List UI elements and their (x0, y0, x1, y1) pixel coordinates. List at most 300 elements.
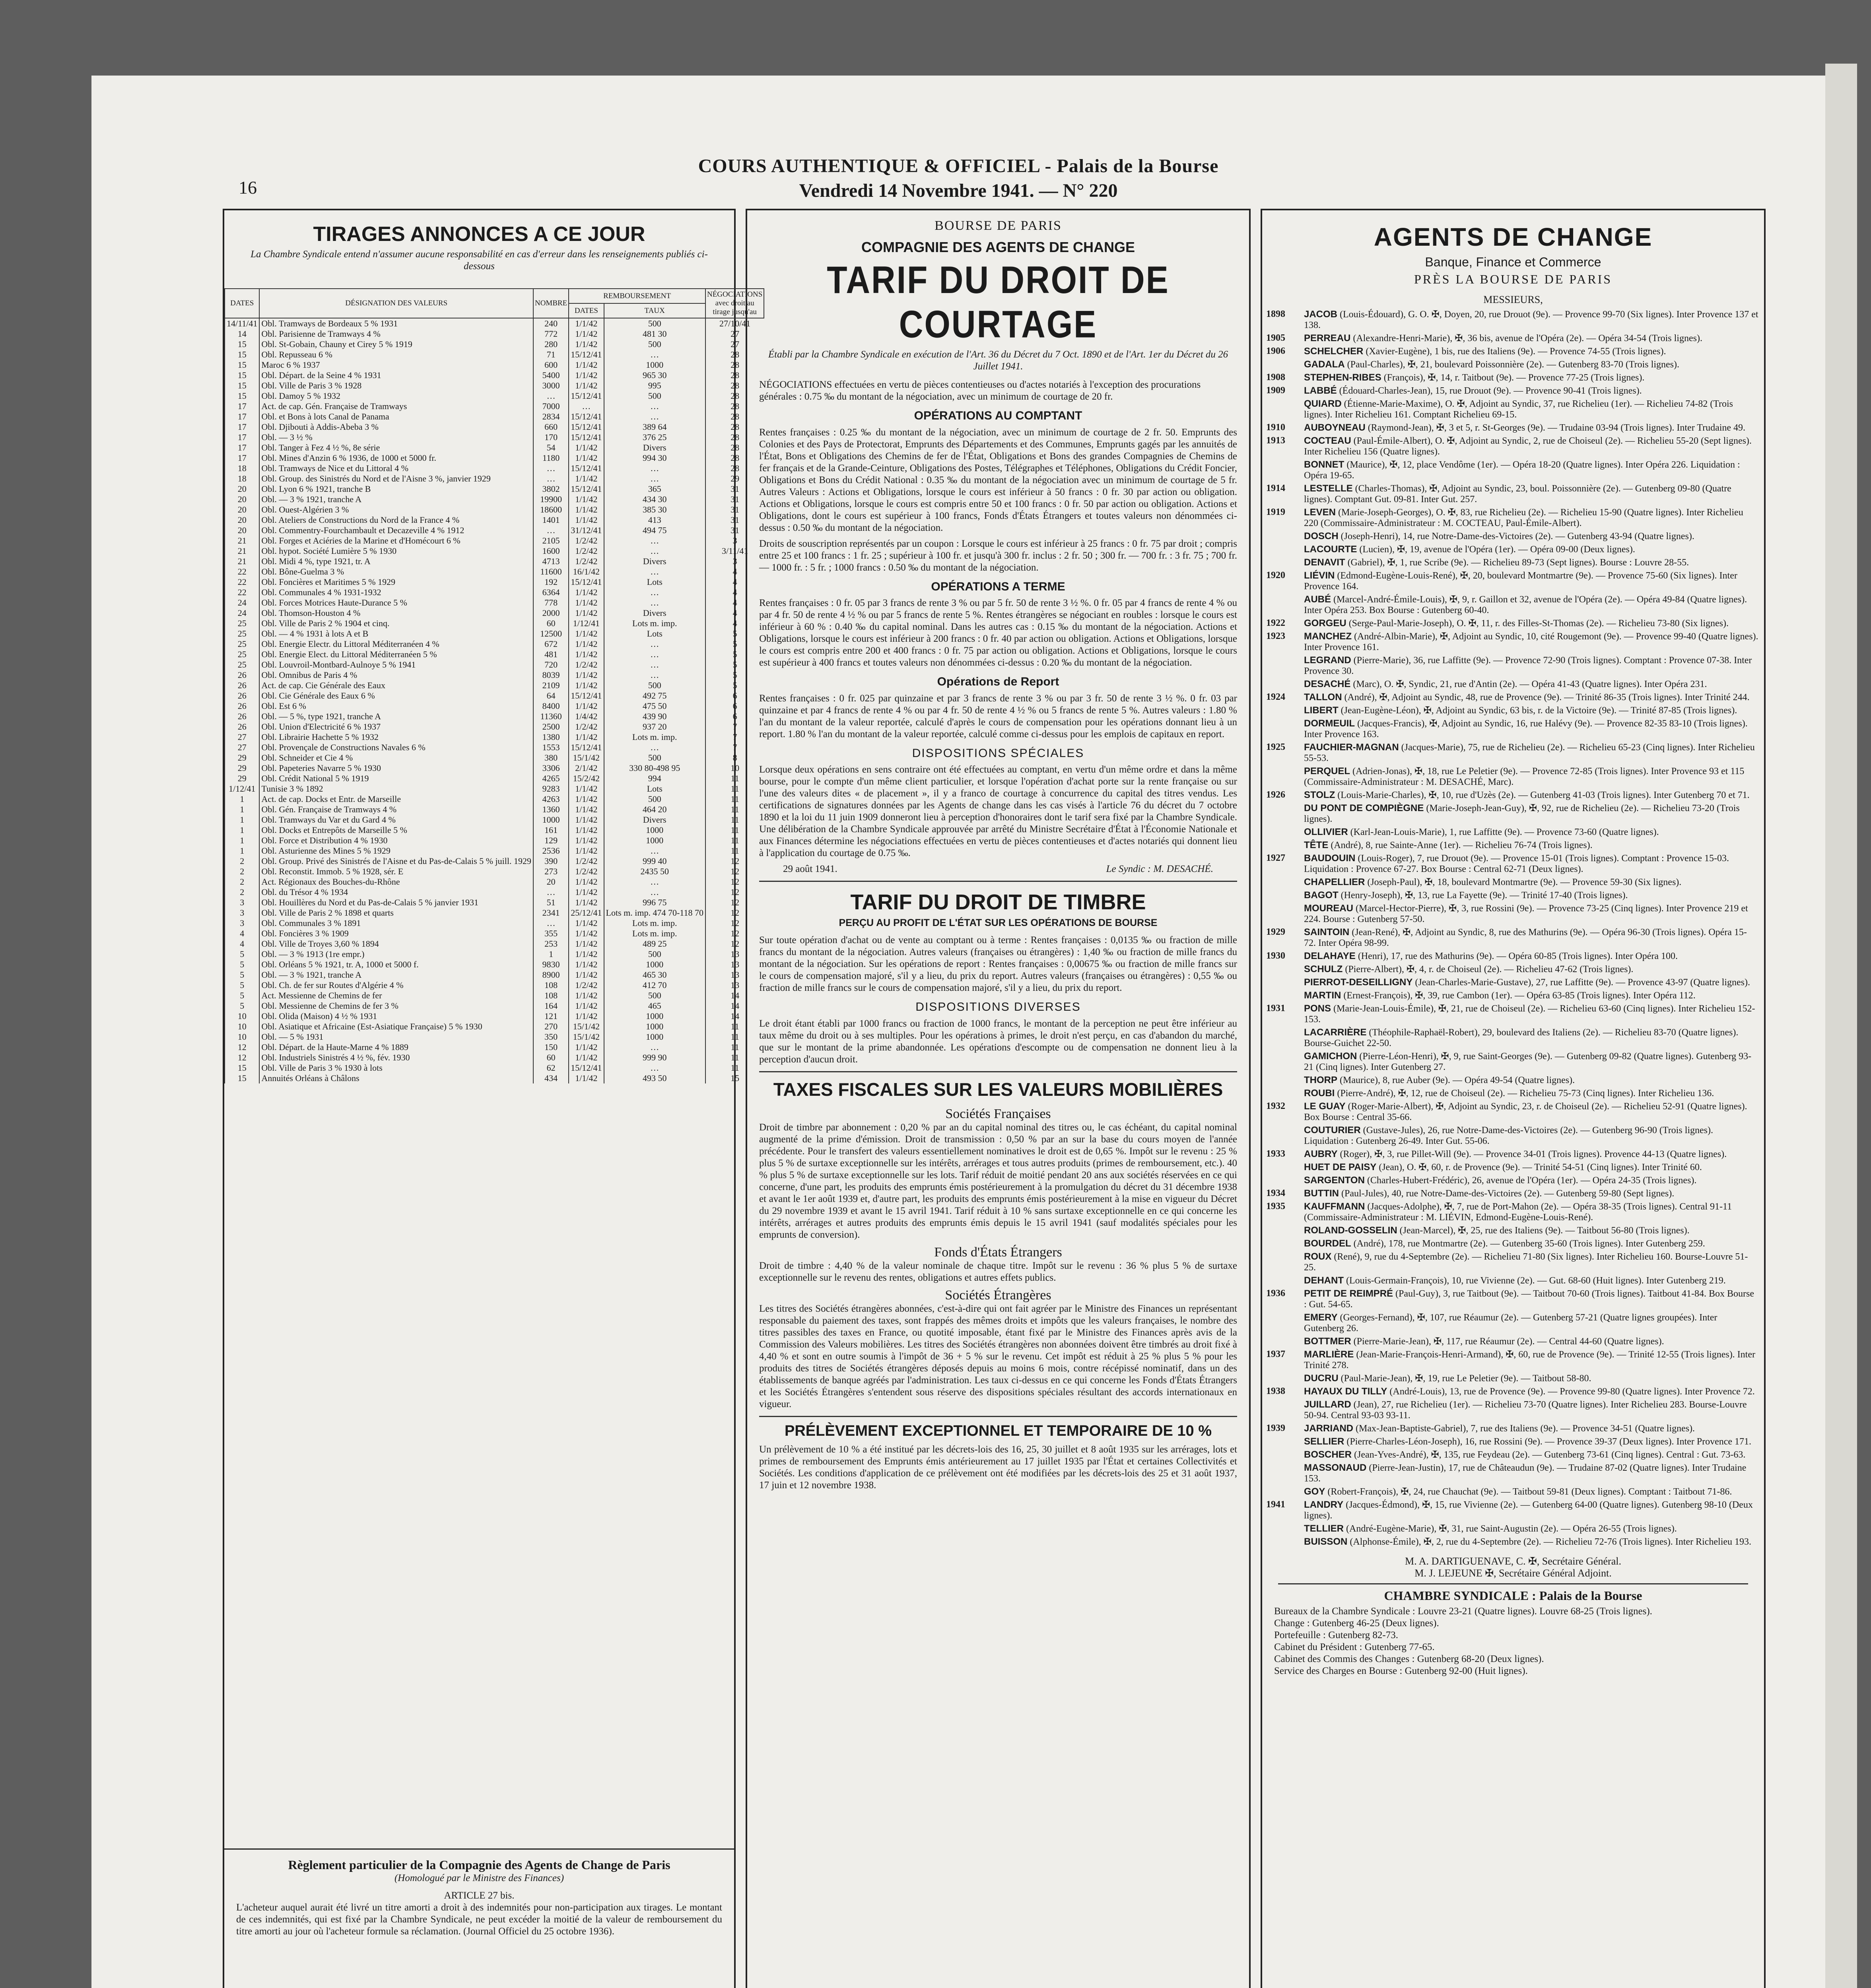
table-row (225, 825, 764, 835)
chambre-line: Cabinet du Président : Gutenberg 77-65. (1274, 1642, 1435, 1652)
table-row (225, 598, 764, 608)
table-cell: 64 (533, 691, 569, 701)
table-cell: 31 (705, 505, 764, 515)
table-cell: 5 (705, 680, 764, 691)
table-cell: Obl. Reconstit. Immob. 5 % 1928, sér. E (259, 866, 533, 877)
agent-name: HAYAUX DU TILLY (1304, 1386, 1387, 1397)
agent-name: AUBRY (1304, 1149, 1338, 1159)
agent-details: (Marc), O. ✠, Syndic, 21, rue d'Antin (2e). — Opéra 41-43 (Quatre lignes). Inter Opéra 231. (1350, 679, 1707, 689)
table-cell: 4 (705, 587, 764, 598)
agent-details: (Pierre-Marie), 36, rue Laffitte (9e). — Provence 72-90 (Trois lignes). Comptant : Provence 07-38. Inter Provence 30. (1304, 655, 1752, 676)
table-cell: Obl. Mines d'Anzin 6 % 1936, de 1000 et 5000 fr. (259, 453, 533, 463)
table-cell: 16/1/42 (569, 567, 604, 577)
agent-entry (1262, 398, 1764, 420)
agent-entry (1262, 507, 1764, 529)
table-cell: 500 (604, 318, 705, 329)
chambre-line: Service des Charges en Bourse : Gutenberg 92-00 (Huit lignes). (1274, 1666, 1528, 1676)
comptant-text: Rentes françaises : 0.25 ‰ du montant de la négociation, avec un minimum de courtage de 2 fr. 50. Emprunts des Colonies et des Pays de Protectorat, Emprunts des Départements et des Communes, Emprunts gagés par les annuités de l'État, Bons et Obligations des Chemins de fer de l'État, Obligations et Bons des grandes Compagnies de Chemins de fer français et de la Grande-Ceinture, Obligations des Postes, Télégraphes et Téléphones, Obligations du Crédit Foncier, Obligations et Bons du Crédit National : 0.35 ‰ du montant de la négociation avec un minimum de courtage de 5 fr. Autres Valeurs : Actions et Obligations, lorsque le cours est inférieur à 50 francs : 0 fr. 30 par action ou obligation. Actions et Obligations, lorsque le cours est compris entre 50 et 100 francs : 0 fr. 50 par action ou obligation. Actions et Obligations, dont le cours est supérieur à 100 francs, Fonds d'États Étrangers et toutes valeurs non dénommées ci-dessus : 0.50 ‰ du montant de la négociation. (759, 427, 1237, 533)
agent-details: (Maurice), ✠, 12, place Vendôme (1er). — Opéra 18-20 (Quatre lignes). Inter Opéra 226. Liquidation : Opéra 19-65. (1304, 460, 1740, 481)
timbre-disp-title: DISPOSITIONS DIVERSES (915, 1000, 1081, 1013)
table-cell: … (569, 401, 604, 412)
table-cell: 31 (705, 484, 764, 494)
table-cell: 999 40 (604, 856, 705, 866)
agent-details: (Jean-René), ✠, Adjoint au Syndic, 8, rue des Mathurins (9e). — Opéra 96-30 (Trois lignes). Opéra 15-72. Inter Opéra 98-99. (1304, 927, 1747, 948)
table-cell: 500 (604, 680, 705, 691)
col-negociations: NÉGOCIATIONS avec droit au tirage jusqu'au (705, 289, 764, 318)
agent-name: DOSCH (1304, 531, 1339, 542)
agent-name: JACOB (1304, 309, 1338, 320)
societes-etrangeres-text: Les titres des Sociétés étrangères abonnées, c'est-à-dire qui ont fait agréer par le Ministre des Finances un représentant responsable du paiement des taxes, sont frappés des mêmes droits et impôts que les valeurs françaises, le nombre des titres passibles des taxes en France, ou quotité imposable, étant fixé par le Ministre des Finances après avis de la Commission des Valeurs mobilières. Les titres des Sociétés étrangères non abonnées doivent être timbrés au droit fixé à 4,40 % et sont en outre soumis à l'impôt de 36 + 5 % sur le revenu. Cet impôt est réduit à 25 % plus 5 % pour les produits des titres de Sociétés étrangères déposés depuis au moins 6 mois, contre récépissé nominatif, dans un des établissements de banque agréés par l'administration. Les taux ci-dessus en ce qui concerne les Fonds d'États Étrangers et les Sociétés Étrangères s'entendent sous réserve des dispositions spéciales résultant des accords internationaux en vigueur. (759, 1303, 1237, 1409)
table-row (225, 629, 764, 639)
table-cell: 253 (533, 939, 569, 949)
table-cell: 355 (533, 928, 569, 939)
agent-year (1262, 903, 1304, 925)
table-cell: 1/1/42 (569, 784, 604, 794)
agent-entry (1262, 346, 1764, 357)
table-cell: 1180 (533, 453, 569, 463)
table-cell: 7000 (533, 401, 569, 412)
table-cell: 27/10/41 (705, 318, 764, 329)
agent-details: (André), 8, rue Sainte-Anne (1er). — Richelieu 76-74 (Trois lignes). (1328, 840, 1593, 850)
table-cell: 1/1/42 (569, 887, 604, 897)
agent-name: BOSCHER (1304, 1449, 1352, 1460)
agent-entry (1262, 1288, 1764, 1310)
agents-messieurs: MESSIEURS, (1483, 294, 1543, 305)
table-cell: 6 (705, 711, 764, 722)
table-cell: Obl. Ville de Troyes 3,60 % 1894 (259, 939, 533, 949)
table-cell: … (604, 639, 705, 649)
table-cell: 1/1/42 (569, 598, 604, 608)
table-row (225, 349, 764, 360)
table-cell: … (604, 649, 705, 660)
agent-name: STOLZ (1304, 790, 1335, 800)
table-cell: 26 (225, 701, 259, 711)
table-row (225, 484, 764, 494)
table-cell: 481 (533, 649, 569, 660)
agent-entry (1262, 1201, 1764, 1223)
agent-details: (Théophile-Raphaël-Robert), 29, boulevard des Italiens (2e). — Richelieu 83-70 (Quatre lignes). Bourse-Guichet 22-50. (1304, 1027, 1739, 1048)
table-cell: 500 (604, 339, 705, 349)
table-cell: 11 (705, 794, 764, 804)
table-cell: 5 (705, 629, 764, 639)
table-cell: 25 (225, 649, 259, 660)
table-row (225, 463, 764, 474)
table-row (225, 577, 764, 587)
table-cell: 3 (705, 556, 764, 567)
agent-details: (André-Albin-Marie), ✠, Adjoint au Syndic, 10, cité Rougemont (9e). — Provence 99-40 (Quatre lignes). Inter Provence 161. (1304, 631, 1758, 652)
agent-details: (Joseph-Henri), 14, rue Notre-Dame-des-Victoires (2e). — Gutenberg 43-94 (Quatre lignes). (1338, 531, 1694, 542)
table-cell: 5 (705, 639, 764, 649)
table-cell: 14 (705, 1001, 764, 1011)
agent-details: (Jacques-Marie), 75, rue de Richelieu (2e). — Richelieu 65-23 (Cinq lignes). Inter Richelieu 55-53. (1304, 742, 1755, 763)
agent-entry (1262, 422, 1764, 433)
agent-entry (1262, 1373, 1764, 1384)
agent-details: (Étienne-Marie-Maxime), O. ✠, Adjoint au Syndic, 37, rue Richelieu (1er). — Richelieu 74-82 (Trois lignes). Inter Richelieu 161. Comptant Richelieu 69-15. (1304, 399, 1733, 420)
agent-year (1262, 1275, 1304, 1286)
table-cell: 380 (533, 753, 569, 763)
tirages-rows (225, 318, 764, 1083)
table-cell: 1/1/42 (569, 732, 604, 742)
chambre-title: CHAMBRE SYNDICALE : Palais de la Bourse (1384, 1588, 1642, 1603)
table-cell: Annuités Orléans à Châlons (259, 1073, 533, 1083)
agent-details: (Pierre-Jean-Justin), 17, rue de Châteaudun (9e). — Trudaine 87-02 (Quatre lignes). Inter Trudaine 153. (1304, 1463, 1747, 1484)
agent-entry (1262, 359, 1764, 370)
table-cell: 26 (225, 680, 259, 691)
table-cell: 434 30 (604, 494, 705, 505)
fonds-etrangers-title: Fonds d'États Étrangers (934, 1244, 1062, 1260)
agent-entry (1262, 1088, 1764, 1099)
agent-name: LACOURTE (1304, 544, 1357, 555)
agent-name: DENAVIT (1304, 557, 1345, 568)
table-cell: 2 (225, 866, 259, 877)
societes-francaises-text: Droit de timbre par abonnement : 0,20 % par an du capital nominal des titres ou, le cas échéant, du capital nominal augmenté de la prime d'émission. Droit de transmission : 0,50 % par an sur la base du cours moyen de l'année précédente. Pour le transfert des valeurs essentiellement nominatives le droit est de 0,65 %. Impôt sur le revenu : 25 % plus 5 % de surtaxe exceptionnelle sur les intérêts, arrérages et tous autres produits (primes de remboursement, etc.). 40 % plus 5 % de surtaxe exceptionnelle sur les lots. Tarif réduit de moitié pendant 20 ans aux sociétés réservées en ce qui concerne, d'une part, les produits des emprunts émis postérieurement à la promulgation du décret du 31 décembre 1938 et avant le 1er août 1939 et, d'autre part, les produits des emprunts émis postérieurement à la mise en vigueur du Décret du 29 novembre 1939 et avant le 15 avril 1941. Tarif réduit à 10 % sans surtaxe exceptionnelle en ce qui concerne les intérêts, arrérages et autres produits des emprunts émis depuis le 15 avril 1941 (sauf modalités spéciales pour les emprunts de conversion). (759, 1122, 1237, 1240)
table-cell: … (604, 401, 705, 412)
table-cell: 1/2/42 (569, 866, 604, 877)
table-cell: 108 (533, 980, 569, 990)
table-cell: Lots m. imp. (604, 732, 705, 742)
agent-year (1262, 1449, 1304, 1460)
agent-year (1262, 718, 1304, 740)
table-cell: Obl. Force et Distribution 4 % 1930 (259, 835, 533, 846)
agent-details: (Ernest-François), ✠, 39, rue Cambon (1er). — Opéra 63-85 (Trois lignes). Inter Opéra 112. (1341, 990, 1696, 1001)
table-cell: 11360 (533, 711, 569, 722)
table-cell: 2435 50 (604, 866, 705, 877)
table-cell: 996 75 (604, 897, 705, 908)
table-cell: … (604, 546, 705, 556)
table-cell: 434 (533, 1073, 569, 1083)
table-cell: 660 (533, 422, 569, 432)
table-cell: 28 (705, 422, 764, 432)
agent-entry (1262, 1275, 1764, 1286)
agent-year: 1920 (1266, 570, 1285, 580)
agent-year (1262, 531, 1304, 542)
table-cell: Obl. Forges et Aciéries de la Marine et d'Homécourt 6 % (259, 536, 533, 546)
table-cell: Obl. Damoy 5 % 1932 (259, 391, 533, 401)
agent-year (1262, 977, 1304, 988)
table-cell: 12500 (533, 629, 569, 639)
table-cell: 6 (705, 691, 764, 701)
table-cell: Lots (604, 629, 705, 639)
table-cell: 4 (705, 598, 764, 608)
table-cell: 11 (705, 804, 764, 815)
table-cell: … (604, 887, 705, 897)
table-row (225, 474, 764, 484)
chambre-line: Portefeuille : Gutenberg 82-73. (1274, 1630, 1398, 1640)
agent-details: (Charles-Thomas), ✠, Adjoint au Syndic, 23, boul. Poissonnière (2e). — Gutenberg 09-80 (Quatre lignes). Comptant Gut. 09-81. Inter Gut. 257. (1304, 483, 1731, 505)
agent-entry (1262, 531, 1764, 542)
col-remboursement: REMBOURSEMENT (569, 289, 705, 303)
agent-entry (1262, 1536, 1764, 1547)
agent-name: HUET DE PAISY (1304, 1162, 1377, 1173)
agent-name: JUILLARD (1304, 1399, 1351, 1410)
table-cell: 1 (225, 825, 259, 835)
agent-entry (1262, 1225, 1764, 1236)
table-cell: 1/1/42 (569, 608, 604, 618)
table-cell: 28 (705, 432, 764, 443)
table-cell: 8400 (533, 701, 569, 711)
table-cell: Divers (604, 815, 705, 825)
table-cell: 27 (705, 339, 764, 349)
table-cell: 15/12/41 (569, 349, 604, 360)
tirages-panel (223, 209, 763, 1988)
table-cell: 778 (533, 598, 569, 608)
table-cell: 2 (225, 887, 259, 897)
agent-name: GORGEU (1304, 618, 1346, 629)
table-cell: 15/12/41 (569, 422, 604, 432)
table-cell: 5 (225, 959, 259, 970)
table-cell: 4 (705, 567, 764, 577)
table-row (225, 732, 764, 742)
chambre-list (1262, 1603, 1764, 1679)
agent-name: SAINTOIN (1304, 927, 1350, 938)
agent-details: (Serge-Paul-Marie-Joseph), O. ✠, 11, r. des Filles-St-Thomas (2e). — Richelieu 73-80 (Six lignes). (1346, 618, 1729, 629)
table-cell: 385 30 (604, 505, 705, 515)
table-cell: Obl. Foncières et Maritimes 5 % 1929 (259, 577, 533, 587)
agent-year (1262, 803, 1304, 825)
agent-entry (1262, 951, 1764, 962)
agent-year: 1929 (1266, 927, 1285, 937)
timbre-text: Sur toute opération d'achat ou de vente au comptant ou à terme : Rentes françaises : 0,0135 ‰ ou fraction de mille francs du montant de la négociation. Autres valeurs (françaises ou étrangères) : 1,40 ‰ ou fraction de mille francs du montant de la négociation. Sur les opérations de report : Rentes françaises : 0,00675 ‰ ou fraction de mille francs sur le cours de compensation majoré, s'il y a lieu, du prix du report. Autres valeurs (françaises ou étrangères) : 0,55 ‰ ou fraction de mille francs sur le cours de compensation majoré, s'il y a lieu, du prix du report. (759, 935, 1237, 993)
table-row (225, 453, 764, 463)
agent-name: LESTELLE (1304, 483, 1353, 494)
table-cell: Obl. Crédit National 5 % 1919 (259, 773, 533, 784)
table-cell: 5 (225, 980, 259, 990)
table-cell: 390 (533, 856, 569, 866)
agent-entry (1262, 1486, 1764, 1497)
table-cell: 11600 (533, 567, 569, 577)
dispositions-text: Lorsque deux opérations en sens contraire ont été effectuées au comptant, en vertu d'un même ordre et dans la même bourse, pour le compte d'un même client particulier, et lorsque l'opération d'achat porte sur la rente française ou sur l'une des valeurs dites « de placement », il y a franco de courtage à concurrence du capital des titres vendus. Les certifications de signatures données par les Agents de change dans les cas visés à l'article 76 du décret du 7 octobre 1890 et la loi du 11 juin 1909 donneront lieu à perception d'honoraires dont le tarif sera fixé par la Chambre Syndicale. Une délibération de la Chambre Syndicale approuvée par arrêté du Ministre Secrétaire d'État à l'Économie Nationale et aux Finances détermine les négociations effectuées en vertu de pièces contentieuses et d'actes notariés qui donnent lieu à l'application du courtage de 0.75 ‰. (759, 764, 1237, 858)
agent-year (1262, 1312, 1304, 1334)
table-cell: Obl. Départ. de la Seine 4 % 1931 (259, 370, 533, 381)
table-cell: 492 75 (604, 691, 705, 701)
table-row (225, 701, 764, 711)
table-cell: Obl. Ville de Paris 3 % 1928 (259, 381, 533, 391)
table-row (225, 1042, 764, 1052)
table-cell: 8 (705, 753, 764, 763)
col-taux: TAUX (604, 303, 705, 318)
agent-name: AUBÉ (1304, 594, 1331, 605)
table-cell: Obl. Olida (Maison) 4 ½ % 1931 (259, 1011, 533, 1021)
comptant-title: OPÉRATIONS AU COMPTANT (914, 409, 1082, 422)
table-cell: 494 75 (604, 525, 705, 536)
table-cell: 5 (225, 949, 259, 959)
table-cell: 20 (225, 494, 259, 505)
table-row (225, 1032, 764, 1042)
table-cell: 489 25 (604, 939, 705, 949)
societes-francaises-title: Sociétés Françaises (945, 1106, 1051, 1121)
table-cell: Obl. Ateliers de Constructions du Nord de la France 4 % (259, 515, 533, 525)
table-row (225, 618, 764, 629)
agent-year (1262, 827, 1304, 838)
table-cell: 12 (705, 918, 764, 928)
table-cell: 2500 (533, 722, 569, 732)
table-row (225, 318, 764, 329)
agent-details: (Pierre-Albert), ✠, 4, r. de Choiseul (2e). — Richelieu 47-62 (Trois lignes). (1343, 964, 1634, 975)
table-row (225, 959, 764, 970)
agent-details: (Paul-Jules), 40, rue Notre-Dame-des-Victoires (2e). — Gutenberg 59-80 (Sept lignes). (1339, 1188, 1675, 1199)
table-cell: 11 (705, 835, 764, 846)
table-cell: 7 (705, 742, 764, 753)
agent-details: (Roger), ✠, 3, rue Pillet-Will (9e). — Provence 34-01 (Trois lignes). Provence 44-13 (Quatre lignes). (1337, 1149, 1727, 1159)
table-cell: 31 (705, 515, 764, 525)
table-cell: 17 (225, 401, 259, 412)
header-title: COURS AUTHENTIQUE & OFFICIEL - Palais de la Bourse (698, 155, 1219, 177)
agent-entry (1262, 594, 1764, 616)
table-cell: 28 (705, 412, 764, 422)
table-cell: Obl. hypot. Société Lumière 5 % 1930 (259, 546, 533, 556)
table-cell: 9830 (533, 959, 569, 970)
table-cell: Obl. Ch. de fer sur Routes d'Algérie 4 % (259, 980, 533, 990)
agent-name: LABBÉ (1304, 385, 1337, 396)
table-cell: 51 (533, 897, 569, 908)
agent-year (1262, 877, 1304, 888)
table-cell: 15/1/42 (569, 1021, 604, 1032)
agent-details: (Jacques-Édmond), ✠, 15, rue Vivienne (2e). — Gutenberg 64-00 (Quatre lignes). Gutenberg 98-10 (Deux lignes). (1304, 1500, 1753, 1521)
table-cell: 26 (225, 670, 259, 680)
agent-name: MANCHEZ (1304, 631, 1352, 642)
table-cell: Obl. Parisienne de Tramways 4 % (259, 329, 533, 339)
table-cell: Obl. Foncières 3 % 1909 (259, 928, 533, 939)
table-cell: 13 (705, 970, 764, 980)
table-cell: 7 (705, 732, 764, 742)
table-cell: 29 (705, 474, 764, 484)
table-cell: 1/2/42 (569, 980, 604, 990)
table-cell: 1/1/42 (569, 443, 604, 453)
table-cell: 1/1/42 (569, 318, 604, 329)
agent-entry (1262, 1162, 1764, 1173)
table-cell: 62 (533, 1063, 569, 1073)
table-cell: 1/1/42 (569, 370, 604, 381)
table-cell: 21 (225, 536, 259, 546)
agent-year (1262, 840, 1304, 851)
table-cell: 7 (705, 722, 764, 732)
table-cell: Lots (604, 784, 705, 794)
agent-year: 1908 (1266, 372, 1285, 382)
agent-details: (Georges-Fernand), ✠, 107, rue Réaumur (2e). — Gutenberg 57-21 (Quatre lignes groupées). Inter Gutenberg 26. (1304, 1312, 1718, 1334)
tirages-table (224, 288, 764, 1083)
agent-name: LIÉVIN (1304, 570, 1335, 581)
agent-name: AUBOYNEAU (1304, 422, 1366, 433)
prelevement-text: Un prélèvement de 10 % a été institué par les décrets-lois des 16, 25, 30 juillet et 8 août 1935 sur les arrérages, lots et primes de remboursement des Emprunts émis antérieurement au 17 juillet 1935 par l'État et certaines Collectivités et Sociétés. Les conditions d'application de ce prélèvement ont été modifiées par les décrets-lois des 25 et 31 août 1937, 17 juin et 12 novembre 1938. (759, 1444, 1237, 1491)
table-cell: 1/1/42 (569, 1001, 604, 1011)
table-row (225, 1011, 764, 1021)
agent-year (1262, 544, 1304, 555)
courtage-subtitle: Établi par la Chambre Syndicale en exécution de l'Art. 36 du Décret du 7 Oct. 1890 et de l'Art. 1er du Décret du 26 Juillet 1941. (768, 349, 1228, 372)
agent-entry (1262, 1188, 1764, 1199)
table-cell: … (533, 887, 569, 897)
table-row (225, 980, 764, 990)
table-cell: 1/1/42 (569, 928, 604, 939)
agent-year (1262, 1486, 1304, 1497)
agent-entry (1262, 927, 1764, 949)
agent-name: GOY (1304, 1486, 1325, 1497)
table-cell: 4713 (533, 556, 569, 567)
table-cell: 14 (225, 329, 259, 339)
table-cell: Obl. St-Gobain, Chauny et Cirey 5 % 1919 (259, 339, 533, 349)
agent-details: (Pierre-Léon-Henri), ✠, 9, rue Saint-Georges (9e). — Gutenberg 09-82 (Quatre lignes). Gutenberg 93-21 (Cinq lignes). Inter Gutenberg 27. (1304, 1051, 1752, 1072)
agent-name: SCHULZ (1304, 964, 1343, 975)
agent-details: (Maurice), 8, rue Auber (9e). — Opéra 49-54 (Quatre lignes). (1337, 1075, 1575, 1085)
agent-entry (1262, 631, 1764, 653)
table-row (225, 908, 764, 918)
agent-name: LACARRIÈRE (1304, 1027, 1367, 1038)
agents-title: AGENTS DE CHANGE (1374, 223, 1653, 251)
agent-year: 1910 (1266, 422, 1285, 433)
table-cell: 71 (533, 349, 569, 360)
agent-entry (1262, 1175, 1764, 1186)
table-cell: 350 (533, 1032, 569, 1042)
table-cell: 1/1/42 (569, 670, 604, 680)
chambre-line: Bureaux de la Chambre Syndicale : Louvre 23-21 (Quatre lignes). Louvre 68-25 (Trois lignes). (1274, 1606, 1652, 1617)
table-cell: 1/1/42 (569, 804, 604, 815)
table-cell: 10 (225, 1032, 259, 1042)
table-cell: 60 (533, 1052, 569, 1063)
agent-year (1262, 655, 1304, 677)
agent-year: 1938 (1266, 1386, 1285, 1396)
table-cell: 5 (705, 649, 764, 660)
table-cell: Obl. Papeteries Navarre 5 % 1930 (259, 763, 533, 773)
table-cell: 1600 (533, 546, 569, 556)
agent-name: ROUX (1304, 1251, 1332, 1262)
agent-details: (André), 178, rue Montmartre (2e). — Gutenberg 35-60 (Trois lignes). Inter Gutenberg 259. (1351, 1239, 1705, 1249)
table-cell: Obl. Librairie Hachette 5 % 1932 (259, 732, 533, 742)
table-cell: 20 (225, 525, 259, 536)
table-cell: … (604, 670, 705, 680)
agents-subtitle: Banque, Finance et Commerce (1425, 255, 1601, 269)
table-row (225, 815, 764, 825)
agent-year (1262, 990, 1304, 1001)
agent-name: BUISSON (1304, 1536, 1348, 1547)
agent-entry (1262, 877, 1764, 888)
table-cell: … (604, 846, 705, 856)
table-cell: 1/1/42 (569, 360, 604, 370)
agent-year: 1939 (1266, 1423, 1285, 1433)
table-cell: 1/1/42 (569, 453, 604, 463)
table-cell: 15 (225, 360, 259, 370)
table-cell: Obl. — 3 % 1913 (1re empr.) (259, 949, 533, 959)
agent-details: (Marie-Jean-Louis-Émile), ✠, 21, rue de Choiseul (2e). — Richelieu 63-60 (Cinq lignes). Inter Richelieu 152-153. (1304, 1004, 1755, 1025)
table-row (225, 877, 764, 887)
table-cell: Obl. Group. Privé des Sinistrés de l'Aisne et du Pas-de-Calais 5 % juill. 1929 (259, 856, 533, 866)
agent-details: (Alphonse-Émile), ✠, 2, rue du 4-Septembre (2e). — Richelieu 72-76 (Trois lignes). Inter Richelieu 193. (1347, 1537, 1752, 1547)
secretaire-adjoint: M. J. LEJEUNE ✠, Secrétaire Général Adjoint. (1414, 1567, 1612, 1579)
table-row (225, 949, 764, 959)
table-cell: 994 (604, 773, 705, 784)
secretaire-general: M. A. DARTIGUENAVE, C. ✠, Secrétaire Général. (1405, 1555, 1621, 1567)
agent-details: (Charles-Hubert-Frédéric), 26, avenue de l'Opéra (1er). — Opéra 24-35 (Trois lignes). (1364, 1175, 1697, 1186)
table-cell: 28 (705, 349, 764, 360)
table-cell: 18600 (533, 505, 569, 515)
courtage-title: TARIF DU DROIT DE COURTAGE (827, 258, 1170, 346)
table-cell: 2109 (533, 680, 569, 691)
agent-entry (1262, 705, 1764, 716)
agent-year: 1936 (1266, 1288, 1285, 1299)
table-cell: Divers (604, 443, 705, 453)
table-cell: 15 (225, 381, 259, 391)
table-row (225, 360, 764, 370)
table-row (225, 494, 764, 505)
agent-entry (1262, 827, 1764, 838)
agent-entry (1262, 1149, 1764, 1160)
agent-name: BAGOT (1304, 890, 1339, 901)
table-cell: 13 (705, 980, 764, 990)
table-cell: 15/1/42 (569, 753, 604, 763)
table-cell: 2834 (533, 412, 569, 422)
table-cell: Obl. Thomson-Houston 4 % (259, 608, 533, 618)
table-cell: 6 (705, 701, 764, 711)
table-row (225, 639, 764, 649)
agent-year (1262, 1225, 1304, 1236)
